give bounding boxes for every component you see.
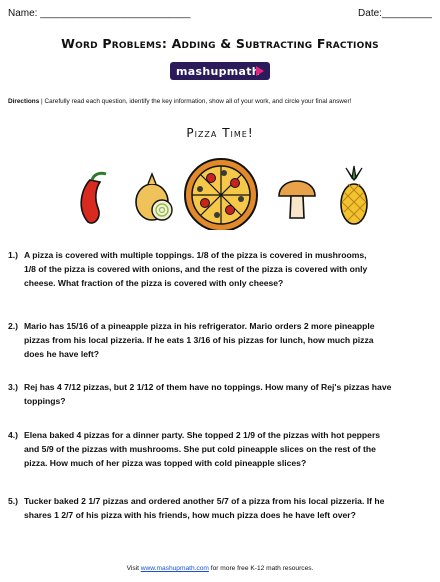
question-number: 5.) [8,496,19,506]
question-line: does he have left? [24,349,99,359]
pineapple-icon [341,166,367,224]
question-5 [8,494,424,522]
question-2 [8,319,424,361]
footer-pre: Visit [126,565,141,572]
question-line: and 5/9 of the pizzas with mushrooms. She put cold pineapple slices on the rest of the [24,444,376,454]
question-line: cheese. What fraction of the pizza is covered with only cheese? [24,278,284,288]
question-number: 2.) [8,321,19,331]
directions [8,98,434,105]
footer [0,565,440,572]
question-number: 3.) [8,382,19,392]
name-field: Name: ___________________________ [8,8,191,19]
play-icon [256,66,264,76]
banner-title: Pizza Time! [186,126,254,140]
mushroom-icon [279,181,315,218]
footer-post: for more free K-12 math resources. [208,565,314,572]
header [8,8,432,22]
question-line: 1/8 of the pizza is covered with onions, and the rest of the pizza is covered with only [24,264,368,274]
pizza-icon [185,159,257,230]
question-line: shares 1 2/7 of his pizza with his friends, how much pizza does he have left over? [24,510,356,520]
mashupmath-logo [170,62,270,80]
date-field: Date:_________ [358,8,432,19]
question-line: pizza. How much of her pizza was topped with cold pineapple slices? [24,458,307,468]
directions-text: | Carefully read each question, identify the key information, show all of your work, and circle your final answer! [39,98,352,105]
chili-pepper-icon [81,173,106,223]
question-line: Rej has 4 7/12 pizzas, but 2 1/12 of them have no toppings. How many of Rej's pizzas have [24,382,392,392]
question-line: toppings? [24,396,66,406]
question-number: 1.) [8,250,19,260]
question-line: Mario has 15/16 of a pineapple pizza in his refrigerator. Mario orders 2 more pineapple [24,321,375,331]
website-link[interactable]: www.mashupmath.com [140,565,209,572]
onion-icon [136,174,172,220]
question-line: pizzas from his local pizzeria. If he eats 1 3/16 of his pizzas for lunch, how much pizza [24,335,374,345]
page-title: Word Problems: Adding & Subtracting Fractions [61,36,379,51]
question-3 [8,380,424,408]
question-line: Elena baked 4 pizzas for a dinner party. She topped 2 1/9 of the pizzas with hot peppers [24,430,381,440]
logo-text: mashupmath [176,64,260,78]
food-illustrations [0,150,440,230]
question-line: A pizza is covered with multiple toppings. 1/8 of the pizza is covered in mushrooms, [24,250,367,260]
question-1 [8,248,424,290]
question-line: Tucker baked 2 1/7 pizzas and ordered another 5/7 of a pizza from his local pizzeria. If he [24,496,385,506]
question-4 [8,428,424,470]
question-number: 4.) [8,430,19,440]
directions-label: Directions [8,98,40,105]
